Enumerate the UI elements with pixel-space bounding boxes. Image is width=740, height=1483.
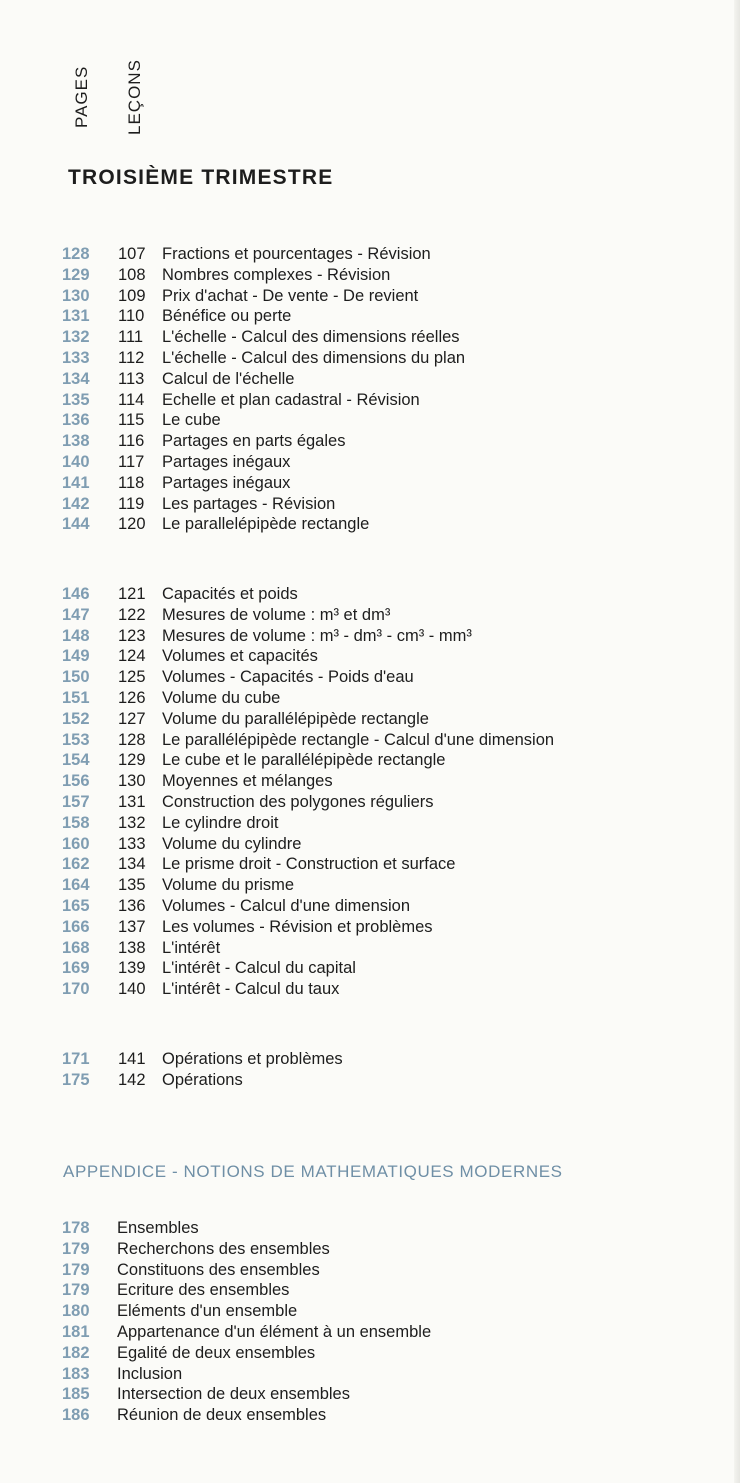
lesson-topic: Mesures de volume : m³ - dm³ - cm³ - mm³ [162,626,472,645]
lesson-topic: Nombres complexes - Révision [162,265,391,284]
lesson-topic: Partages en parts égales [162,432,346,451]
lesson-topic: Fractions et pourcentages - Révision [162,245,431,263]
page-number: 185 [62,1385,90,1404]
page-number: 144 [62,515,90,534]
page-number: 165 [62,896,90,915]
lesson-number: 142 [118,1070,146,1089]
page-number: 148 [62,626,90,645]
lesson-number: 116 [118,432,145,451]
lesson-topic: Volume du cube [162,688,281,707]
page-number: 151 [62,688,90,707]
lesson-topic: Capacités et poids [162,585,298,603]
lesson-topic: L'intérêt [162,938,221,957]
lesson-number: 133 [118,834,146,853]
page-number: 183 [62,1364,90,1383]
lesson-topic: Echelle et plan cadastral - Révision [162,390,420,409]
pages-column-header: PAGES [72,65,91,128]
lesson-number: 115 [118,411,145,430]
lessons-column-header: LEÇONS [125,59,144,135]
page-number: 168 [62,938,90,957]
lesson-topic: Le prisme droit - Construction et surface [162,855,456,874]
appendix-topic: Réunion de deux ensembles [117,1406,327,1425]
lesson-number: 111 [118,328,144,347]
lesson-number: 112 [118,348,145,367]
lesson-number: 131 [118,792,146,811]
lesson-topic: Bénéfice ou perte [162,307,292,326]
lesson-topic: Le cylindre droit [162,813,279,832]
lesson-topic: Prix d'achat - De vente - De revient [162,286,419,305]
page-number: 136 [62,411,90,430]
lesson-topic: Opérations [162,1070,243,1089]
page-number: 186 [62,1406,90,1425]
page-number: 150 [62,668,90,687]
page-number: 178 [62,1219,90,1237]
page-number: 162 [62,855,90,874]
lesson-topic: Le parallelépipède rectangle [162,515,370,534]
lesson-topic: Moyennes et mélanges [162,772,333,791]
lesson-topic: Les volumes - Révision et problèmes [162,917,433,936]
page-number: 182 [62,1343,90,1362]
page-number: 152 [62,709,90,728]
page-number: 154 [62,751,90,770]
appendix-topic: Eléments d'un ensemble [117,1302,298,1321]
lesson-number: 132 [118,813,146,832]
appendix-title: APPENDICE - NOTIONS DE MATHEMATIQUES MODERNES [63,1162,563,1181]
lesson-topic: Volume du prisme [162,876,295,895]
page-number: 160 [62,834,90,853]
lesson-number: 130 [118,772,146,791]
page-number: 131 [62,307,90,326]
page-number: 179 [62,1239,90,1258]
page-number: 147 [62,605,90,624]
lesson-number: 121 [118,585,146,603]
page-number: 157 [62,792,90,811]
page-number: 180 [62,1302,90,1321]
lesson-number: 114 [118,390,145,409]
page-number: 133 [62,348,90,367]
lesson-number: 110 [118,307,145,326]
page-number: 140 [62,452,90,471]
page-number: 181 [62,1322,90,1341]
lesson-number: 117 [118,452,145,471]
lesson-number: 135 [118,876,146,895]
page-number: 179 [62,1281,90,1300]
page-edge [734,0,740,1483]
lesson-number: 123 [118,626,146,645]
appendix-topic: Egalité de deux ensembles [117,1343,316,1362]
page-number: 134 [62,369,90,388]
appendix-topic: Appartenance d'un élément à un ensemble [117,1322,432,1341]
page-number: 164 [62,876,90,895]
page-number: 166 [62,917,90,936]
page-number: 129 [62,265,90,284]
lesson-topic: L'intérêt - Calcul du taux [162,980,340,999]
lesson-number: 124 [118,647,146,666]
lesson-topic: Volume du parallélépipède rectangle [162,709,429,728]
page-number: 142 [62,494,90,513]
lesson-number: 126 [118,688,146,707]
lesson-topic: Volumes - Calcul d'une dimension [162,896,411,915]
lesson-number: 113 [118,369,145,388]
lesson-topic: Partages inégaux [162,452,291,471]
lesson-topic: Opérations et problèmes [162,1050,343,1068]
lesson-topic: L'intérêt - Calcul du capital [162,959,356,978]
appendix-topic: Ecriture des ensembles [117,1281,290,1300]
page-number: 135 [62,390,90,409]
page-number: 138 [62,432,90,451]
appendix-topic: Ensembles [117,1219,199,1237]
lesson-number: 127 [118,709,146,728]
page-number: 171 [62,1050,90,1068]
page-number: 179 [62,1260,90,1279]
lesson-number: 119 [118,494,145,513]
lesson-number: 107 [118,245,146,263]
lesson-topic: Les partages - Révision [162,494,336,513]
page-number: 156 [62,772,90,791]
appendix-topic: Constituons des ensembles [117,1260,320,1279]
appendix-topic: Intersection de deux ensembles [117,1385,350,1404]
lesson-number: 136 [118,896,146,915]
page-number: 146 [62,585,90,603]
appendix-topic: Inclusion [117,1364,183,1383]
lesson-number: 109 [118,286,146,305]
lesson-topic: Calcul de l'échelle [162,369,295,388]
appendix-topic: Recherchons des ensembles [117,1239,330,1258]
lesson-number: 129 [118,751,146,770]
lesson-number: 138 [118,938,146,957]
lesson-number: 108 [118,265,146,284]
lesson-number: 120 [118,515,146,534]
lesson-number: 118 [118,473,145,492]
page-number: 158 [62,813,90,832]
lesson-topic: Volumes - Capacités - Poids d'eau [162,668,414,687]
page-number: 132 [62,328,90,347]
lesson-topic: L'échelle - Calcul des dimensions réelles [162,328,460,347]
page-number: 141 [62,473,90,492]
lesson-number: 125 [118,668,146,687]
page-number: 128 [62,245,90,263]
page-number: 153 [62,730,90,749]
page-number: 175 [62,1070,90,1089]
lesson-number: 137 [118,917,146,936]
lesson-topic: Construction des polygones réguliers [162,792,434,811]
page-number: 170 [62,980,90,999]
lesson-number: 141 [118,1050,146,1068]
lesson-number: 128 [118,730,146,749]
lesson-number: 139 [118,959,146,978]
page-number: 130 [62,286,90,305]
lesson-topic: Le cube et le parallélépipède rectangle [162,751,446,770]
section-title: TROISIÈME TRIMESTRE [68,166,334,189]
lesson-topic: Le parallélépipède rectangle - Calcul d'une dimension [162,730,555,749]
lesson-topic: Mesures de volume : m³ et dm³ [162,605,391,624]
page-number: 149 [62,647,90,666]
lesson-topic: Volumes et capacités [162,647,318,666]
lesson-number: 140 [118,980,146,999]
page-number: 169 [62,959,90,978]
lesson-topic: Le cube [162,411,221,430]
lesson-topic: Volume du cylindre [162,834,302,853]
lesson-topic: L'échelle - Calcul des dimensions du plan [162,348,466,367]
lesson-number: 122 [118,605,146,624]
lesson-topic: Partages inégaux [162,473,291,492]
lesson-number: 134 [118,855,146,874]
